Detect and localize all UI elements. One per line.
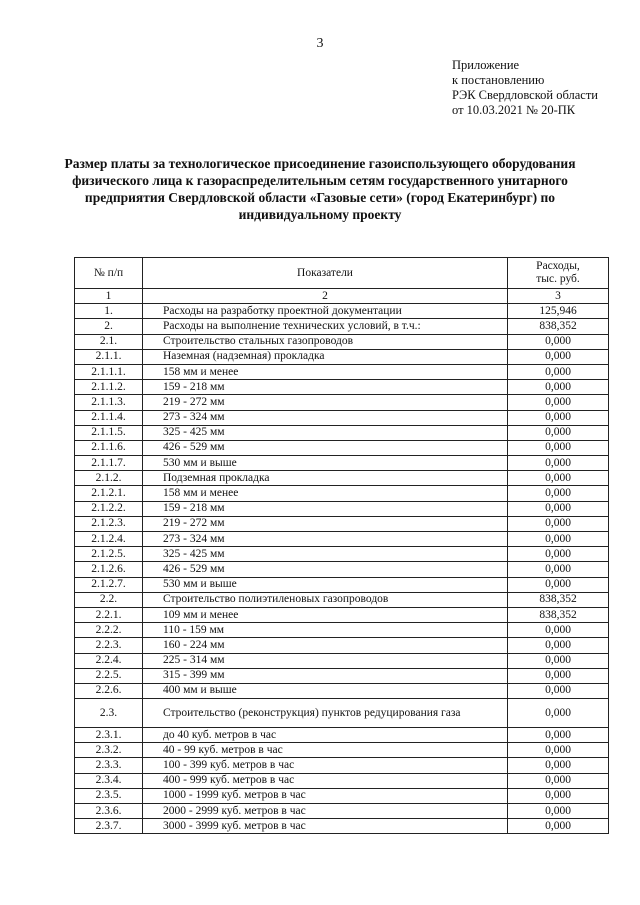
row-name: 3000 - 3999 куб. метров в час — [143, 819, 508, 834]
column-numbers-row — [75, 289, 609, 304]
table-row — [75, 486, 609, 501]
row-name: 426 - 529 мм — [143, 440, 508, 455]
header-cost — [508, 258, 609, 289]
row-num: 2.1.2.4. — [75, 532, 143, 547]
row-name: 325 - 425 мм — [143, 425, 508, 440]
row-value: 0,000 — [508, 743, 609, 758]
row-name: 315 - 399 мм — [143, 668, 508, 683]
row-name: 530 мм и выше — [143, 577, 508, 592]
row-name: 225 - 314 мм — [143, 653, 508, 668]
row-num: 2.1.2.7. — [75, 577, 143, 592]
row-num: 2.1. — [75, 334, 143, 349]
row-num: 2.2.5. — [75, 668, 143, 683]
row-name: 158 мм и менее — [143, 486, 508, 501]
table-row — [75, 653, 609, 668]
row-value: 0,000 — [508, 728, 609, 743]
row-num: 2.1.2. — [75, 471, 143, 486]
row-value: 838,352 — [508, 607, 609, 622]
row-num: 2.1.1.5. — [75, 425, 143, 440]
table-row — [75, 304, 609, 319]
table-row — [75, 743, 609, 758]
header-cost-line2: тыс. руб. — [536, 273, 580, 285]
annex-line-4: от 10.03.2021 № 20-ПК — [452, 103, 576, 117]
cost-table — [74, 257, 609, 834]
row-value: 0,000 — [508, 349, 609, 364]
row-num: 2.2.2. — [75, 623, 143, 638]
table-row — [75, 577, 609, 592]
table-row — [75, 607, 609, 622]
row-num: 2.1.1.4. — [75, 410, 143, 425]
table-row — [75, 819, 609, 834]
table-row — [75, 456, 609, 471]
row-name: Расходы на разработку проектной документации — [143, 304, 508, 319]
row-value: 0,000 — [508, 547, 609, 562]
row-value: 0,000 — [508, 638, 609, 653]
row-num: 2.1.2.1. — [75, 486, 143, 501]
row-num: 2.3.4. — [75, 773, 143, 788]
row-num: 2.3.1. — [75, 728, 143, 743]
row-num: 2.3.5. — [75, 788, 143, 803]
row-num: 2.3.7. — [75, 819, 143, 834]
row-name: 400 - 999 куб. метров в час — [143, 773, 508, 788]
table-row — [75, 532, 609, 547]
col-number-1: 1 — [75, 289, 143, 304]
row-value: 0,000 — [508, 819, 609, 834]
table-row — [75, 380, 609, 395]
table-row — [75, 319, 609, 334]
row-num: 2.2.1. — [75, 607, 143, 622]
row-name: 325 - 425 мм — [143, 547, 508, 562]
table-row — [75, 547, 609, 562]
table-row — [75, 773, 609, 788]
row-value: 0,000 — [508, 425, 609, 440]
row-name: 100 - 399 куб. метров в час — [143, 758, 508, 773]
annex-line-2: к постановлению — [452, 73, 545, 87]
row-value: 0,000 — [508, 364, 609, 379]
row-name: 110 - 159 мм — [143, 623, 508, 638]
row-name: до 40 куб. метров в час — [143, 728, 508, 743]
table-row — [75, 638, 609, 653]
row-name: 160 - 224 мм — [143, 638, 508, 653]
row-num: 2.1.2.3. — [75, 516, 143, 531]
row-num: 2.1.1.1. — [75, 364, 143, 379]
row-num: 2.3.6. — [75, 804, 143, 819]
row-name: 159 - 218 мм — [143, 501, 508, 516]
row-value: 0,000 — [508, 758, 609, 773]
row-name: 273 - 324 мм — [143, 410, 508, 425]
row-num: 2.2.4. — [75, 653, 143, 668]
row-value: 0,000 — [508, 501, 609, 516]
row-name: 219 - 272 мм — [143, 395, 508, 410]
row-num: 2. — [75, 319, 143, 334]
row-value: 0,000 — [508, 668, 609, 683]
row-num: 2.1.2.2. — [75, 501, 143, 516]
row-value: 0,000 — [508, 788, 609, 803]
table-row — [75, 592, 609, 607]
row-value: 0,000 — [508, 653, 609, 668]
row-value: 0,000 — [508, 410, 609, 425]
row-num: 2.3.3. — [75, 758, 143, 773]
row-num: 2.3.2. — [75, 743, 143, 758]
row-num: 2.1.1.6. — [75, 440, 143, 455]
row-value: 0,000 — [508, 804, 609, 819]
row-name: 219 - 272 мм — [143, 516, 508, 531]
table-row — [75, 758, 609, 773]
row-name: 273 - 324 мм — [143, 532, 508, 547]
table-row — [75, 683, 609, 698]
row-value: 0,000 — [508, 683, 609, 698]
table-row — [75, 699, 609, 728]
col-number-3: 3 — [508, 289, 609, 304]
table-header-row — [75, 258, 609, 289]
table-row — [75, 728, 609, 743]
annex-block — [452, 58, 598, 118]
table-row — [75, 395, 609, 410]
row-num: 2.1.1.3. — [75, 395, 143, 410]
table-row — [75, 349, 609, 364]
row-name: Наземная (надземная) прокладка — [143, 349, 508, 364]
table-row — [75, 364, 609, 379]
row-name: 40 - 99 куб. метров в час — [143, 743, 508, 758]
row-value: 0,000 — [508, 440, 609, 455]
row-value: 0,000 — [508, 380, 609, 395]
row-value: 0,000 — [508, 395, 609, 410]
header-cost-line1: Расходы, — [536, 260, 580, 272]
table-row — [75, 516, 609, 531]
row-num: 2.1.1.2. — [75, 380, 143, 395]
row-value: 0,000 — [508, 699, 609, 728]
row-name: 530 мм и выше — [143, 456, 508, 471]
table-row — [75, 410, 609, 425]
row-name: 109 мм и менее — [143, 607, 508, 622]
header-num: № п/п — [75, 258, 143, 289]
row-num: 2.2. — [75, 592, 143, 607]
row-num: 2.1.1.7. — [75, 456, 143, 471]
row-value: 0,000 — [508, 471, 609, 486]
row-name: 426 - 529 мм — [143, 562, 508, 577]
row-name: 2000 - 2999 куб. метров в час — [143, 804, 508, 819]
row-num: 2.3. — [75, 699, 143, 728]
row-name: Строительство (реконструкция) пунктов редуцирования газа — [143, 699, 508, 728]
row-value: 0,000 — [508, 773, 609, 788]
row-name: 158 мм и менее — [143, 364, 508, 379]
table-row — [75, 471, 609, 486]
row-name: 159 - 218 мм — [143, 380, 508, 395]
table-row — [75, 425, 609, 440]
row-value: 0,000 — [508, 623, 609, 638]
table-body — [75, 304, 609, 834]
row-value: 0,000 — [508, 562, 609, 577]
table-row — [75, 562, 609, 577]
row-name: Строительство стальных газопроводов — [143, 334, 508, 349]
row-name: 400 мм и выше — [143, 683, 508, 698]
col-number-2: 2 — [143, 289, 508, 304]
table-row — [75, 668, 609, 683]
table-row — [75, 804, 609, 819]
row-value: 0,000 — [508, 486, 609, 501]
row-value: 0,000 — [508, 334, 609, 349]
row-value: 838,352 — [508, 592, 609, 607]
table-row — [75, 623, 609, 638]
row-name: Строительство полиэтиленовых газопроводов — [143, 592, 508, 607]
row-num: 2.1.2.6. — [75, 562, 143, 577]
row-num: 2.1.2.5. — [75, 547, 143, 562]
row-name: 1000 - 1999 куб. метров в час — [143, 788, 508, 803]
row-value: 838,352 — [508, 319, 609, 334]
table-row — [75, 788, 609, 803]
annex-line-1: Приложение — [452, 58, 520, 72]
header-name: Показатели — [143, 258, 508, 289]
table-row — [75, 501, 609, 516]
row-num: 2.2.6. — [75, 683, 143, 698]
row-value: 125,946 — [508, 304, 609, 319]
row-num: 2.1.1. — [75, 349, 143, 364]
row-value: 0,000 — [508, 516, 609, 531]
row-value: 0,000 — [508, 456, 609, 471]
row-name: Подземная прокладка — [143, 471, 508, 486]
row-num: 1. — [75, 304, 143, 319]
row-name: Расходы на выполнение технических условий, в т.ч.: — [143, 319, 508, 334]
annex-line-3: РЭК Свердловской области — [452, 88, 598, 102]
document-title: Размер платы за технологическое присоединение газоиспользующего оборудования физического лица к газораспределительным сетям государственного унитарного предприятия Свердловской области «Газовые сети» (город Екатеринбург) по индивидуальному проекту — [64, 156, 576, 222]
page-number: 3 — [316, 36, 324, 51]
row-num: 2.2.3. — [75, 638, 143, 653]
row-value: 0,000 — [508, 532, 609, 547]
table-row — [75, 440, 609, 455]
table-row — [75, 334, 609, 349]
row-value: 0,000 — [508, 577, 609, 592]
